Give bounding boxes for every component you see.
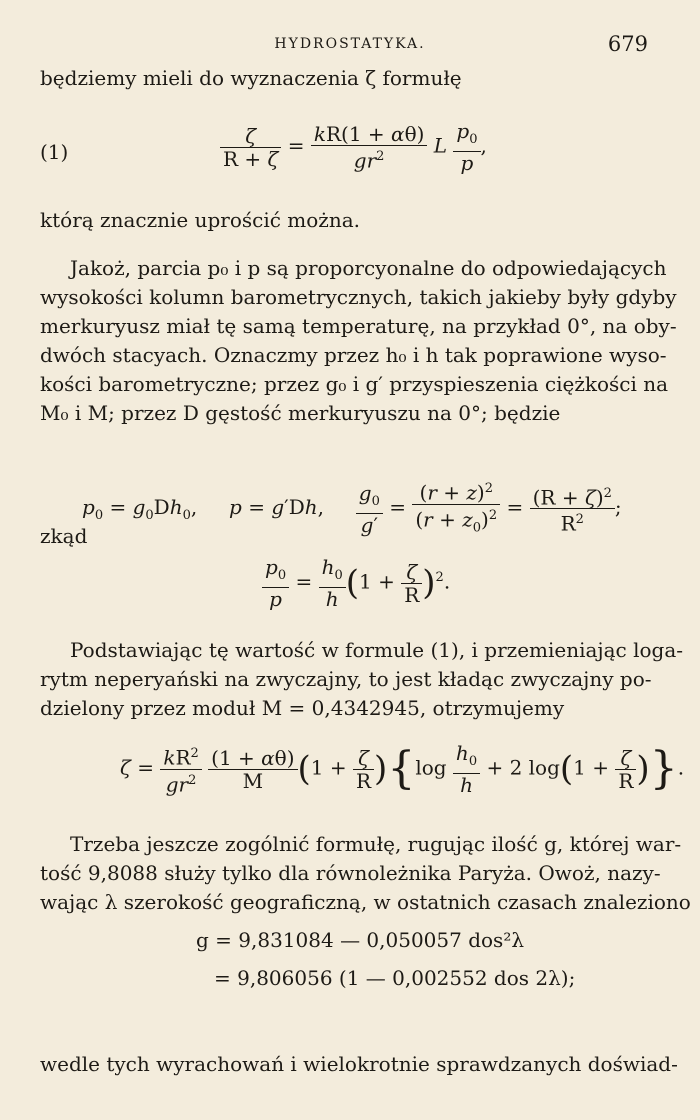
equation-ratio: $\frac{p_0}{p}$ = $\frac{h_0}{h}$ (1 + $\frac{\zeta}{R}$ )$^2$. [40, 556, 656, 616]
paragraph-generalize: Trzeba jeszcze zogólnić formułę, rugując ilość g, której war- tość 9,8088 służy tylko dla równoleżnika Paryża. Owoż, nazy- wając λ szerokość geograficzną, w ostatnich czasach znaleziono [40, 832, 691, 914]
simplify-line: którą znacznie uprościć można. [40, 208, 360, 232]
paragraph-pressure: Jakoż, parcia p₀ i p są proporcyonalne do odpowiedających wysokości kolumn barometrycznych, takich jakieby były gdyby merkuryusz miał tę samą temperaturę, na przykład 0°, na oby- dwóch stacyach. Oznaczmy przez h₀ i h tak poprawione wyso- kości barometryczne; przez g₀ i g′ przyspieszenia ciężkości na M₀ i M; przez D gęstość merkuryuszu na 0°; będzie [40, 256, 677, 425]
equation-1: (1) $\frac{\zeta}{R + \zeta}$ = $\frac{kR(1 + \alpha\theta)}{gr^2}$ L $\frac{p_0}{p}$ , [40, 119, 487, 175]
running-header [0, 34, 700, 60]
equation-zeta: ζ = $\frac{kR^2}{gr^2}$ $\frac{(1 + \alpha\theta)}{M}$ (1 + $\frac{\zeta}{R}$ ){log $\frac{h_0}{h}$ + 2 log(1 + $\frac{\zeta}{R}$ )}. [120, 741, 685, 797]
paragraph-substitution: Podstawiając tę wartość w formule (1), i przemieniając loga- rytm neperyański na zwyczajny, to jest kładąc zwyczajny po- dzielony przez moduł M = 0,4342945, otrzymujemy [40, 638, 684, 720]
whence-line: zkąd [40, 524, 88, 548]
last-line: wedle tych wyrachowań i wielokrotnie sprawdzanych doświad- [40, 1052, 678, 1076]
equation-gravity-1: g = 9,831084 — 0,050057 dos²λ [196, 928, 525, 952]
running-title: HYDROSTATYKA. [274, 36, 426, 52]
page-number: 679 [607, 32, 648, 56]
equation-pressures: $p_0 = g_0Dh_0$, p = g′Dh, $\frac{g_0}{g'}$ = $\frac{(r + z)^2}{(r + z_0)^2}$ = $\frac{(R + \zeta)^2}{R^2}$ ; [40, 470, 656, 530]
equation-gravity-2: = 9,806056 (1 — 0,002552 dos 2λ); [214, 966, 576, 990]
intro-line: będziemy mieli do wyznaczenia ζ formułę [40, 66, 462, 90]
equation-1-number: (1) [40, 140, 69, 164]
